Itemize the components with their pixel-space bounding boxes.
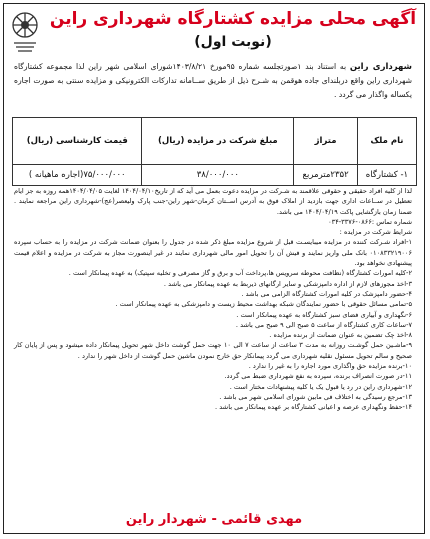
condition-item: ۵-تمامی مسائل حقوقی با حضور نمایندگان شبکه بهداشت محیط زیست و دامپزشکی به عهده پیمانکار است .	[115, 300, 412, 309]
intro-text: به استناد بند ۱صورتجلسه شماره ۹۵مورخ ۱۴۰۳/۸/۲۱شورای اسلامی شهر راین لذا مجموعه کشتارگاه شهرداری راین واقع دربلندای جاده هوقمن به شـرح ذیل از طریق ســامانه تدارکات الکترونیکی و مزایده سنتی به صورت اجاره یکساله واگذار می گردد .	[14, 62, 412, 99]
body-paragraph: لذا از کلیه افراد حقیقی و حقوقی علاقمند به شـرکت در مزایده دعوت بعمل می آید که از تاریخ۱۴۰۴/۰۴/۱۰ لغایت ۱۴۰۴/۰۴/۰۵همه روزه به جز ایام تعطیل در ســاعات اداری جهت بازدید از املاک فوق به آدرس اســتان کرمان-شهر راین-جنب پارک ولیعصر(عج)-شهرداری راین مراجعه نمایند . ضمنا زمان بازگشایی پاکت ۱۴۰۴/۰۴/۱۹ می باشد.	[14, 187, 413, 216]
cell-participation-fee: ۳۸/۰۰۰/۰۰۰	[142, 165, 294, 186]
notice-frame	[3, 3, 425, 534]
cell-area: ۲۳۵۲مترمربع	[294, 165, 358, 186]
notice-subtitle: (نوبت اول)	[194, 34, 272, 50]
condition-item: ۴-حضور دامپزشک در کلیه امورات کشتارگاه الزامی می باشد .	[241, 289, 412, 298]
condition-item: ۷-ساعات کاری کشتارگاه از ساعت ۵ صبح الی ۹ صبح می باشد .	[235, 320, 412, 329]
column-header-property-name: نام ملک	[357, 118, 416, 165]
body-paragraph: شرایط شرکت در مزایده :	[339, 228, 412, 237]
table-row	[13, 165, 417, 186]
signature: مهدی قائمی - شهردار راین	[125, 512, 303, 527]
condition-item: ۲-کلیه امورات کشتارگاه (نظافت محوطه سرویس ها،پرداخت آب و برق و گاز مصرفی و تخلیه سپتیک) به عهده پیمانکار است .	[68, 269, 412, 278]
column-header-area: متراژ	[294, 118, 358, 165]
notice-body	[14, 186, 412, 413]
condition-item: ۱۰-برنده مزایده حق واگذاری مورد اجاره را به غیر را ندارد .	[248, 362, 412, 371]
column-header-participation-fee: مبلغ شرکت در مزایده (ریال)	[142, 118, 294, 165]
condition-item: ۱-افراد شـرکت کننده در مزایده میبایسـت قبل از شروع مزایده مبلغ ذکر شده در جدول را بعنوان ضمانت شرکت در مزایده را به حساب سپرده ۰۱۰۸۳۳۲۱۹۰۰۶ بانک ملی واریز نمایند و فیش آن را تحویل امور مالی شهرداری نمایند در غیر اینصورت مجاز به شرکت در مزایده و اعلام قیمت پیشنهادی نخواهد بود.	[14, 238, 412, 268]
intro-lead: شهرداری راین	[349, 62, 412, 72]
table-header-row	[13, 118, 417, 165]
condition-item: ۱۱-در صورت انصراف برنده، سپرده به نفع شهرداری ضبط می گردد.	[224, 372, 412, 381]
condition-item: ۱۳-مرجع رسیدگی به اختلاف فی مابین شورای اسلامی شهر می باشد .	[219, 392, 412, 401]
municipality-emblem-icon	[8, 9, 42, 55]
condition-item: ۶-نگهداری و آبیاری فضای سبز کشتارگاه به عهده پیمانکار است .	[236, 310, 412, 319]
body-paragraph: شماره تماس :۰۸۶۶-۳۳۷۶-۰۳۴	[328, 217, 412, 226]
condition-item: ۳-اخذ مجوزهای لازم از اداره دامپزشکی و سایر ارگانهای ذیربط به عهده پیمانکار می باشد .	[163, 279, 412, 288]
condition-item: ۹-ماشـین حمل گوشـت روزانه به مدت ۳ ساعت از ساعت ۷ الی ۱۰ جهت حمل گوشت داخل شهر تحویل پیمانکار داده میشود و پس از پایان کار صحیح و سالم تحویل مسئول نقلیه شهرداری می گردد پیمانکار حق خارج نمودن ماشین حمل گوشت از داخل شهر را ندارد .	[14, 341, 412, 360]
condition-item: ۱۴-حفظ ونگهداری عرصه و اعیانی کشتارگاه بر عهده پیمانکار می باشد .	[215, 403, 412, 412]
condition-item: ۱۲-شهرداری راین در رد یا قبول یک یا کلیه پیشنهادات مختار است .	[229, 382, 412, 391]
intro-paragraph	[14, 60, 412, 102]
notice-title: آگهی محلی مزایده کشتارگاه شهرداری راین	[49, 9, 417, 29]
cell-property-name: ۱- کشتارگاه	[357, 165, 416, 186]
cell-expert-price: ۷۵/۰۰۰/۰۰۰(اجاره ماهیانه )	[13, 165, 142, 186]
column-header-expert-price: قیمت کارشناسی (ریال)	[13, 118, 142, 165]
auction-items-table	[12, 117, 417, 186]
condition-item: ۸-اخذ چک تضمین به عنوان ضمانت از برنده مزایده .	[269, 331, 412, 340]
